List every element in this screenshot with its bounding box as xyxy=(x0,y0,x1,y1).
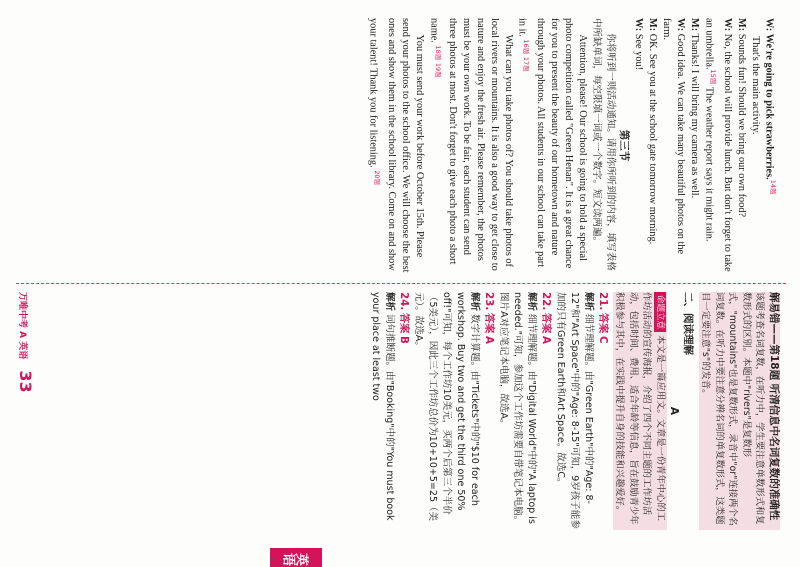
error-note-body: 该题考查名词复数，在听力中，学生要注意单数形式和复数形式的区别。本题中"rivers"是复数形式，"mountains"也是复数形式，录音中"or"连接两个名词复数。在听力中要注意分辨名词的单复数形式，这类题目一定要注意"s"的发音。 xyxy=(700,292,766,526)
q22-answer: 22. 答案 A xyxy=(540,292,552,344)
q21-answer: 21. 答案 C xyxy=(597,292,609,344)
question-mark-18: 18题 xyxy=(433,45,442,61)
passage-paragraph-3: You must send your work before October 15th. Please send your photos to the school office. We will choose the best ones and show them in the school library. Come on and show your talent! Thank you for listening. $^{20题}$ xyxy=(367,18,426,273)
script-line-5: M: Thanks! I will bring my camera as well. xyxy=(689,18,701,199)
answer-explanation-column xyxy=(368,292,780,530)
question-mark-17: 17题 xyxy=(522,56,531,72)
script-line-4: W: No, the school will provide lunch. But don't forget to take an umbrella.$^{15题}$ The weather report says it might rain. xyxy=(703,18,733,272)
section-3-title: 第三节 xyxy=(618,129,631,162)
q23-answer: 23. 答案 A xyxy=(483,292,495,344)
question-mark-16: 16题 xyxy=(522,39,531,55)
reading-section-title: 二、阅读理解 xyxy=(682,292,694,355)
q24-explanation: 解析 词句推断题。由"Booking"中的"You must book your place at least two xyxy=(370,292,395,521)
column-divider xyxy=(16,283,786,284)
intro-tag: 命题立意 xyxy=(654,292,666,332)
page-number: 33 xyxy=(16,370,35,393)
part-a-label: A xyxy=(668,406,680,416)
error-analysis-note xyxy=(699,292,780,530)
footer-book-label: 万唯中考 A 英语 xyxy=(17,292,27,360)
question-mark-15: 15题 xyxy=(708,69,717,85)
question-mark-20: 20题 xyxy=(373,170,382,186)
page-footer xyxy=(16,292,35,530)
section-3-instructions: 你将听到一则活动通知。请用你所听到的内容，填写表格中所缺单词，每空限填一词或一个数字。短文读两遍。 xyxy=(591,18,617,271)
passage-paragraph-2: What can you take photos of? You should take photos of local rivers or mountains. It is also a good way to get close to nature and enjoy the fresh air. Please remember, the photos must be your own work. To be fair, each student can send three photos at most. Don't forget to give each photo a short name. $^{18题}$ $^{19题}$ xyxy=(428,18,514,271)
question-mark-19: 19题 xyxy=(433,62,442,78)
script-line-1: W: We're going to pick strawberries.$^{14题}$ xyxy=(763,18,777,195)
script-line-6: W: Good idea. We can take many beautiful photos on the farm. xyxy=(661,18,687,255)
script-line-3: M: Sounds fun! Should we bring our own food? xyxy=(735,18,747,218)
script-line-2: That's the main activity. xyxy=(749,36,761,135)
subject-side-tab: 英语 xyxy=(270,548,322,567)
script-line-8: W: See you! xyxy=(633,18,645,71)
error-note-title: 解易错——第18题 听清信息中名词复数的准确性 xyxy=(768,292,780,521)
q24-answer: 24. 答案 B xyxy=(398,292,410,344)
listening-script-column xyxy=(366,18,780,273)
q23-explanation: 解析 数字计算题。由"Tickets"中的"$10 for each workshop. Buy two and get the third one 50% off!"可知，每个工作坊10美元，买两个后第三个半价（5美元），因此三个工作坊总价为10+10+5=25（美元）。故选A。 xyxy=(413,292,480,521)
passage-paragraph-1: Attention, please! Our school is going to hold a special photo competition called "Green Henan". It is a great chance for you to present the beauty of our hometown and nature through your photos. All students in our school can take part in it. $^{16题}$ $^{17题}$ xyxy=(516,18,589,269)
script-line-7: M: OK. See you at the school gate tomorrow morning. xyxy=(647,18,659,245)
q22-explanation: 解析 细节理解题。由"Digital World"中的"A laptop is needed."可知，参加这个工作坊需要自带笔记本电脑。图片A对应笔记本电脑，故选A。 xyxy=(498,292,537,526)
question-mark-14: 14题 xyxy=(769,179,777,195)
passage-intro-box: 命题立意 本文是一篇应用文。文章是一份青年中心的工作坊活动的宣传海报，介绍了四个不同主题的工作坊活动，包括时间、费用、适合年龄等信息，旨在鼓励青少年积极参与其中，在实践中提升自身的技能和兴趣爱好。 xyxy=(613,292,667,530)
q21-explanation: 解析 细节理解题。由"Green Earth"中的"Age: 8-12"和"Art Space"中的"Age: 8-15"可知，9岁孩子能参加的只有Green Earth和Art Space。故选C。 xyxy=(555,292,594,529)
